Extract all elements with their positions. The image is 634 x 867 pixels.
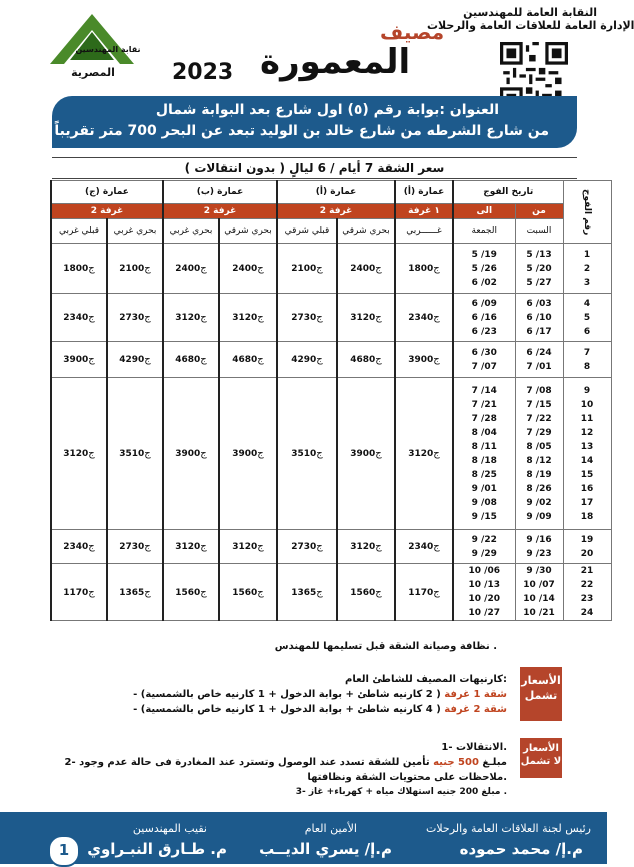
trip-number-item: 14 xyxy=(580,455,594,466)
price-value: 3900 xyxy=(350,449,376,459)
trip-number-item: 15 xyxy=(580,469,594,480)
price-value: 2730 xyxy=(119,542,145,552)
room-type: ١ غرفة xyxy=(395,204,453,219)
day-to: الجمعة xyxy=(453,219,515,244)
price-cell xyxy=(395,378,453,530)
date-from xyxy=(515,244,563,294)
price-value: 2100 xyxy=(119,264,145,274)
price-value: 3120 xyxy=(350,542,376,552)
currency-symbol: ج xyxy=(375,541,382,552)
date-to xyxy=(453,378,515,530)
trip-number-item: 6 xyxy=(583,326,591,337)
date-from-item: 5 /20 xyxy=(526,263,552,274)
price-value: 2400 xyxy=(350,264,376,274)
included-item-detail: ( 4 كارنيه شاطئ + بوابة الدخول + 1 كارنيه خاص بالشمسية) xyxy=(140,704,441,715)
trip-number-item: 2 xyxy=(583,263,591,274)
excluded-item: 3- مبلغ 200 جنيه استهلاك مياه + كهرباء+ غاز . xyxy=(295,787,507,797)
to-header: الى xyxy=(453,204,515,219)
currency-symbol: ج xyxy=(316,263,323,274)
table-row xyxy=(51,564,629,621)
currency-symbol: ج xyxy=(433,354,440,365)
date-to-item: 10 /20 xyxy=(468,594,500,604)
address-line-2: من شارع الشرطه من شارع خالد بن الوليد تبعد عن البحر 700 متر تقريباً xyxy=(54,123,549,139)
date-from-item: 6 /24 xyxy=(526,347,552,358)
price-cell xyxy=(277,530,337,564)
currency-symbol: ج xyxy=(88,541,95,552)
date-to-item: 5 /19 xyxy=(471,249,497,260)
price-cell xyxy=(395,294,453,342)
price-value: 4680 xyxy=(175,355,201,365)
currency-symbol: ج xyxy=(144,541,151,552)
date-from-item: 9 /09 xyxy=(526,511,552,522)
trip-number-item: 13 xyxy=(580,441,594,452)
price-value: 3120 xyxy=(175,313,201,323)
trip-number-item: 18 xyxy=(580,511,594,522)
currency-symbol: ج xyxy=(88,586,95,598)
date-to-item: 8 /18 xyxy=(471,455,497,466)
currency-symbol: ج xyxy=(257,448,264,459)
date-to-item: 6 /23 xyxy=(471,326,497,337)
price-cell xyxy=(337,530,395,564)
trip-number-item: 12 xyxy=(580,427,594,438)
currency-symbol: ج xyxy=(375,448,382,459)
view-label: بحري شرقي xyxy=(337,219,395,244)
price-value: 3900 xyxy=(63,355,89,365)
price-value: 4290 xyxy=(291,355,317,365)
price-value: 1170 xyxy=(408,587,434,598)
price-cell xyxy=(277,342,337,378)
trip-number-item: 22 xyxy=(580,580,594,590)
price-value: 2340 xyxy=(408,313,434,323)
price-value: 3120 xyxy=(350,313,376,323)
price-value: 2100 xyxy=(291,264,317,274)
currency-symbol: ج xyxy=(144,263,151,274)
price-value: 4680 xyxy=(350,355,376,365)
date-from-item: 8 /26 xyxy=(526,483,552,494)
view-label: قبلي غربي xyxy=(51,219,107,244)
date-to-item: 8 /25 xyxy=(471,469,497,480)
trip-number-item: 10 xyxy=(580,399,594,410)
price-cell xyxy=(219,378,277,530)
table-row xyxy=(51,342,629,378)
date-from-item: 9 /30 xyxy=(526,566,552,576)
date-to-item: 8 /11 xyxy=(471,441,497,452)
trip-number-item: 11 xyxy=(580,413,594,424)
trip-number-item: 7 xyxy=(583,347,591,358)
date-from-item: 10 /21 xyxy=(523,608,555,618)
price-cell xyxy=(337,294,395,342)
organization-header xyxy=(427,6,634,32)
price-cell xyxy=(337,564,395,621)
price-cell xyxy=(219,294,277,342)
currency-symbol: ج xyxy=(257,312,264,323)
table-row xyxy=(51,294,629,342)
date-from-item: 9 /23 xyxy=(526,548,552,559)
currency-symbol: ج xyxy=(200,263,207,274)
date-to xyxy=(453,530,515,564)
price-cell xyxy=(219,530,277,564)
included-item-type: شقة 1 غرفة xyxy=(444,689,507,700)
deposit-amount: 500 جنيه xyxy=(433,757,479,768)
room-type: 2 غرفة xyxy=(51,204,163,219)
price-value: 1560 xyxy=(350,587,376,598)
trip-number xyxy=(563,564,611,621)
address-banner xyxy=(52,96,577,148)
trip-number-item: 3 xyxy=(583,277,591,288)
excluded-list xyxy=(65,740,507,800)
date-from-item: 8 /12 xyxy=(526,455,552,466)
price-value: 1365 xyxy=(119,587,145,598)
signatory-title: نقيب المهندسين xyxy=(132,822,207,835)
currency-symbol: ج xyxy=(257,541,264,552)
included-item-detail: ( 2 كارنيه شاطئ + بوابة الدخول + 1 كارنيه خاص بالشمسية) xyxy=(140,689,441,700)
currency-symbol: ج xyxy=(88,263,95,274)
date-to xyxy=(453,244,515,294)
price-cell xyxy=(277,378,337,530)
price-value: 2730 xyxy=(291,542,317,552)
date-from-item: 7 /22 xyxy=(526,413,552,424)
date-to-item: 9 /08 xyxy=(471,497,497,508)
currency-symbol: ج xyxy=(433,312,440,323)
price-cell xyxy=(107,378,163,530)
price-table xyxy=(50,180,630,621)
date-to-item: 6 /16 xyxy=(471,312,497,323)
price-cell xyxy=(107,564,163,621)
table-row xyxy=(51,530,629,564)
price-value: 1800 xyxy=(63,264,89,274)
price-caption: سعر الشقة 7 أيام / 6 ليالٍ ( بدون انتقالات ) xyxy=(52,157,577,179)
day-from: السبت xyxy=(515,219,563,244)
price-value: 3120 xyxy=(63,449,89,459)
trip-number-item: 23 xyxy=(580,594,594,604)
currency-symbol: ج xyxy=(144,448,151,459)
price-cell xyxy=(107,294,163,342)
price-cell xyxy=(337,244,395,294)
trip-number xyxy=(563,378,611,530)
date-to xyxy=(453,342,515,378)
price-cell xyxy=(219,244,277,294)
trip-number-item: 5 xyxy=(583,312,591,323)
price-cell xyxy=(163,530,219,564)
price-cell xyxy=(107,244,163,294)
included-title: كارنيهات المصيف للشاطئ العام: xyxy=(344,674,507,685)
price-cell xyxy=(277,294,337,342)
building-header: عمارة (ب) xyxy=(163,181,277,204)
trip-number-item: 24 xyxy=(580,608,594,618)
currency-symbol: ج xyxy=(200,312,207,323)
date-from-item: 10 /14 xyxy=(523,594,555,604)
trip-number xyxy=(563,342,611,378)
price-value: 3900 xyxy=(408,355,434,365)
price-cell xyxy=(51,342,107,378)
currency-symbol: ج xyxy=(257,586,264,598)
date-to-item: 9 /29 xyxy=(471,548,497,559)
view-label: بحري غربي xyxy=(163,219,219,244)
org-department: الإدارة العامة للعلاقات العامة والرحلات xyxy=(427,19,634,32)
building-header: عمارة (أ) xyxy=(277,181,395,204)
currency-symbol: ج xyxy=(144,354,151,365)
included-item-type: شقة 2 غرفة xyxy=(444,704,507,715)
price-cell xyxy=(163,342,219,378)
date-to-item: 7 /28 xyxy=(471,413,497,424)
price-value: 2340 xyxy=(63,313,89,323)
date-from-item: 5 /13 xyxy=(526,249,552,260)
price-value: 3120 xyxy=(408,449,434,459)
price-cell xyxy=(51,378,107,530)
price-cell xyxy=(51,564,107,621)
currency-symbol: ج xyxy=(257,354,264,365)
price-cell xyxy=(395,530,453,564)
currency-symbol: ج xyxy=(316,354,323,365)
trip-number-item: 19 xyxy=(580,534,594,545)
price-cell xyxy=(163,244,219,294)
signatory-name: م. طـارق النبـراوي xyxy=(87,840,227,858)
date-to xyxy=(453,564,515,621)
trip-number-item: 4 xyxy=(583,298,591,309)
currency-symbol: ج xyxy=(144,312,151,323)
price-cell xyxy=(219,342,277,378)
excluded-item: 1- الانتقالات. xyxy=(441,742,507,753)
cleaning-note: نظافة وصيانة الشقة قبل تسليمها للمهندس . xyxy=(274,641,497,652)
price-value: 4680 xyxy=(232,355,258,365)
currency-symbol: ج xyxy=(375,312,382,323)
signatory-title: رئيس لجنة العلاقات العامة والرحلات xyxy=(426,822,591,835)
trip-number-item: 9 xyxy=(583,385,591,396)
currency-symbol: ج xyxy=(144,586,151,598)
included-item: - شقة 1 غرفة ( 2 كارنيه شاطئ + بوابة الدخول + 1 كارنيه خاص بالشمسية) xyxy=(133,689,507,700)
view-label: قبلي شرقي xyxy=(277,219,337,244)
included-label: الأسعار تشمل xyxy=(520,667,562,721)
price-cell xyxy=(395,342,453,378)
price-value: 3510 xyxy=(291,449,317,459)
trip-number-header: رقم الفوج xyxy=(563,181,611,244)
price-value: 1170 xyxy=(63,587,89,598)
excluded-item: 2- مبلـغ 500 جنيه تأمين للشقة تسدد عند الوصول وتسترد عند المغادرة فى حالة عدم وجود xyxy=(64,757,507,768)
date-from-item: 6 /17 xyxy=(526,326,552,337)
trip-date-header: تاريخ الفوج xyxy=(453,181,563,204)
price-value: 3120 xyxy=(232,542,258,552)
price-cell xyxy=(107,530,163,564)
svg-text:المصرية: المصرية xyxy=(71,66,115,79)
trip-number-item: 1 xyxy=(583,249,591,260)
price-value: 4290 xyxy=(119,355,145,365)
date-from-item: 9 /16 xyxy=(526,534,552,545)
included-list xyxy=(133,672,507,717)
signatory-name: م.إ/ يسري الديــب xyxy=(259,840,392,858)
signature-footer xyxy=(0,812,607,864)
trip-number-item: 21 xyxy=(580,566,594,576)
price-value: 1560 xyxy=(175,587,201,598)
price-value: 3510 xyxy=(119,449,145,459)
date-to-item: 7 /07 xyxy=(471,361,497,372)
table-row xyxy=(51,244,629,294)
price-value: 2730 xyxy=(119,313,145,323)
page-title: المعمورة xyxy=(260,42,411,82)
svg-text:نقابة المهندسين: نقابة المهندسين xyxy=(75,45,141,54)
price-cell xyxy=(163,294,219,342)
date-to-item: 9 /01 xyxy=(471,483,497,494)
date-to-item: 10 /13 xyxy=(468,580,500,590)
price-cell xyxy=(107,342,163,378)
date-to-item: 6 /02 xyxy=(471,277,497,288)
currency-symbol: ج xyxy=(88,354,95,365)
currency-symbol: ج xyxy=(316,312,323,323)
price-value: 2340 xyxy=(63,542,89,552)
year: 2023 xyxy=(172,60,234,85)
price-value: 1365 xyxy=(291,587,317,598)
from-header: من xyxy=(515,204,563,219)
currency-symbol: ج xyxy=(200,541,207,552)
price-cell xyxy=(51,530,107,564)
price-value: 2400 xyxy=(175,264,201,274)
currency-symbol: ج xyxy=(88,448,95,459)
room-type: 2 غرفة xyxy=(277,204,395,219)
currency-symbol: ج xyxy=(433,263,440,274)
price-value: 1560 xyxy=(232,587,258,598)
date-from xyxy=(515,294,563,342)
excluded-label: الأسعار لا تشمل xyxy=(520,738,562,778)
date-to-item: 9 /22 xyxy=(471,534,497,545)
currency-symbol: ج xyxy=(257,263,264,274)
date-from-item: 5 /27 xyxy=(526,277,552,288)
price-cell xyxy=(51,244,107,294)
date-from xyxy=(515,564,563,621)
price-cell xyxy=(337,378,395,530)
currency-symbol: ج xyxy=(88,312,95,323)
currency-symbol: ج xyxy=(200,586,207,598)
currency-symbol: ج xyxy=(375,586,382,598)
view-label: بحري شرقي xyxy=(219,219,277,244)
price-value: 3900 xyxy=(175,449,201,459)
price-cell xyxy=(395,564,453,621)
date-to-item: 8 /04 xyxy=(471,427,497,438)
included-item: - شقة 2 غرفة ( 4 كارنيه شاطئ + بوابة الدخول + 1 كارنيه خاص بالشمسية) xyxy=(133,704,507,715)
date-from xyxy=(515,530,563,564)
signatory-title: الأمين العام xyxy=(304,822,357,835)
price-value: 3120 xyxy=(175,542,201,552)
price-cell xyxy=(51,294,107,342)
price-cell xyxy=(277,564,337,621)
date-to-item: 5 /26 xyxy=(471,263,497,274)
date-to-item: 6 /30 xyxy=(471,347,497,358)
price-value: 3900 xyxy=(232,449,258,459)
currency-symbol: ج xyxy=(375,354,382,365)
date-from-item: 10 /07 xyxy=(523,580,555,590)
date-from-item: 8 /05 xyxy=(526,441,552,452)
building-header: عمارة (أ) xyxy=(395,181,453,204)
date-from-item: 8 /19 xyxy=(526,469,552,480)
date-from-item: 6 /03 xyxy=(526,298,552,309)
price-value: 2340 xyxy=(408,542,434,552)
currency-symbol: ج xyxy=(433,541,440,552)
date-from-item: 7 /01 xyxy=(526,361,552,372)
price-cell xyxy=(395,244,453,294)
trip-number-item: 20 xyxy=(580,548,594,559)
trip-number-item: 16 xyxy=(580,483,594,494)
price-cell xyxy=(277,244,337,294)
page-number: 1 xyxy=(48,835,80,867)
room-type: 2 غرفة xyxy=(163,204,277,219)
syndicate-logo xyxy=(46,12,141,82)
trip-number-item: 17 xyxy=(580,497,594,508)
trip-number xyxy=(563,530,611,564)
currency-symbol: ج xyxy=(375,263,382,274)
table-row xyxy=(51,378,629,530)
date-to-item: 7 /21 xyxy=(471,399,497,410)
date-to-item: 10 /06 xyxy=(468,566,500,576)
date-from-item: 7 /08 xyxy=(526,385,552,396)
currency-symbol: ج xyxy=(200,448,207,459)
currency-symbol: ج xyxy=(200,354,207,365)
currency-symbol: ج xyxy=(316,448,323,459)
price-value: 2730 xyxy=(291,313,317,323)
currency-symbol: ج xyxy=(433,586,440,598)
date-to-item: 9 /15 xyxy=(471,511,497,522)
currency-symbol: ج xyxy=(433,448,440,459)
price-cell xyxy=(337,342,395,378)
org-name: النقابة العامة للمهندسين xyxy=(463,6,597,19)
date-from-item: 6 /10 xyxy=(526,312,552,323)
price-value: 3120 xyxy=(232,313,258,323)
date-from-item: 7 /29 xyxy=(526,427,552,438)
date-to-item: 10 /27 xyxy=(468,608,500,618)
signatory-name: م.إ/ محمد حموده xyxy=(459,840,583,858)
trip-number-item: 8 xyxy=(583,361,591,372)
trip-number xyxy=(563,294,611,342)
building-header: عمارة (ج) xyxy=(51,181,163,204)
currency-symbol: ج xyxy=(316,586,323,598)
date-to xyxy=(453,294,515,342)
date-from-item: 9 /02 xyxy=(526,497,552,508)
address-line-1: العنوان :بوابة رقم (٥) اول شارع بعد البوابة شمال xyxy=(155,102,499,118)
price-cell xyxy=(163,564,219,621)
excluded-item-cont: ملاحظات على محتويات الشقة ونظافتها. xyxy=(307,772,507,783)
date-from-item: 7 /15 xyxy=(526,399,552,410)
price-value: 2400 xyxy=(232,264,258,274)
currency-symbol: ج xyxy=(316,541,323,552)
trip-number xyxy=(563,244,611,294)
subtitle: مصيف xyxy=(380,20,445,44)
price-cell xyxy=(219,564,277,621)
price-value: 1800 xyxy=(408,264,434,274)
date-to-item: 6 /09 xyxy=(471,298,497,309)
date-from xyxy=(515,378,563,530)
price-cell xyxy=(163,378,219,530)
date-from xyxy=(515,342,563,378)
view-label: بحري غربي xyxy=(107,219,163,244)
view-label: غــــــربي xyxy=(395,219,453,244)
date-to-item: 7 /14 xyxy=(471,385,497,396)
